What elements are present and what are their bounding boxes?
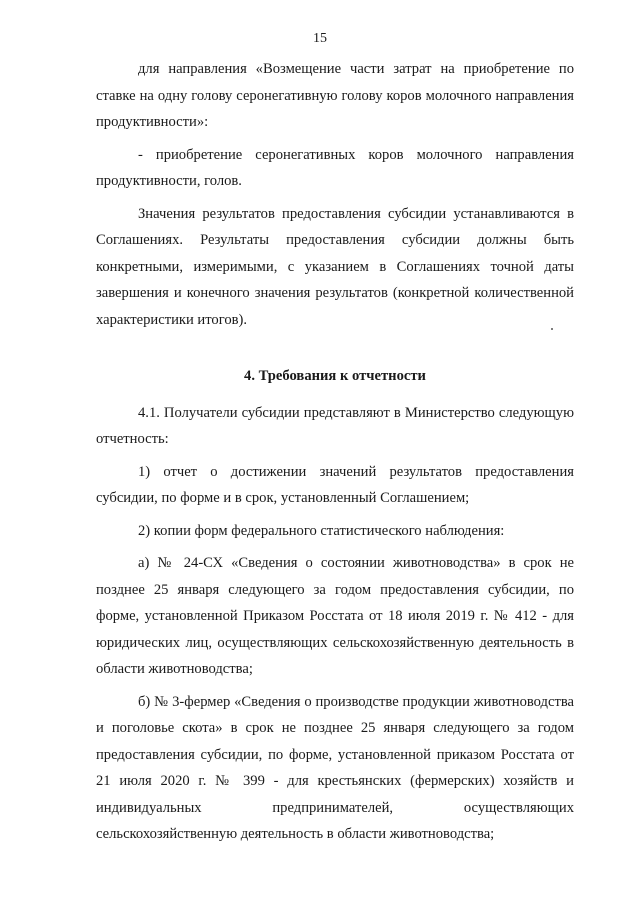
paragraph-direction: для направления «Возмещение части затрат на приобретение по ставке на одну голову серонегативную голову коров молочного направления продуктивности»: [96, 61, 574, 130]
paragraph-form-3farmer: б) № 3-фермер «Сведения о производстве продукции животноводства и поголовье скота» в срок не позднее 25 января следующего за годом предоставления субсидии, по форме, установленной приказом Росстата от 21 июля 2020 г. № 399 - для крестьянских (фермерских) хозяйств и индивидуальных предпринимателей, осуществляющих сельскохозяйственную деятельность в области животноводства; [96, 693, 574, 842]
paragraph-copies: 2) копии форм федерального статистического наблюдения: [138, 522, 505, 539]
paragraph-indicator: - приобретение серонегативных коров молочного направления продуктивности, голов. [96, 146, 574, 189]
document-body [96, 56, 574, 848]
paragraph-4-1: 4.1. Получатели субсидии представляют в Министерство следующую отчетность: [96, 404, 574, 447]
page-number: 15 [313, 31, 327, 46]
paragraph-report: 1) отчет о достижении значений результатов предоставления субсидии, по форме и в срок, установленный Соглашением; [96, 463, 574, 506]
paragraph-results: Значения результатов предоставления субсидии устанавливаются в Соглашениях. Результаты предоставления субсидии должны быть конкретными, измеримыми, с указанием в Соглашениях точной даты завершения и конечного значения результатов (конкретной количественной характеристики итогов). [96, 205, 574, 328]
section-heading: 4. Требования к отчетности [244, 368, 426, 384]
scan-speck [551, 328, 553, 330]
paragraph-form-24sh: а) № 24-СХ «Сведения о состоянии животноводства» в срок не позднее 25 января следующего за годом предоставления субсидии, по форме, установленной Приказом Росстата от 18 июля 2019 г. № 412 - для юридических лиц, осуществляющих сельскохозяйственную деятельность в области животноводства; [96, 555, 574, 677]
